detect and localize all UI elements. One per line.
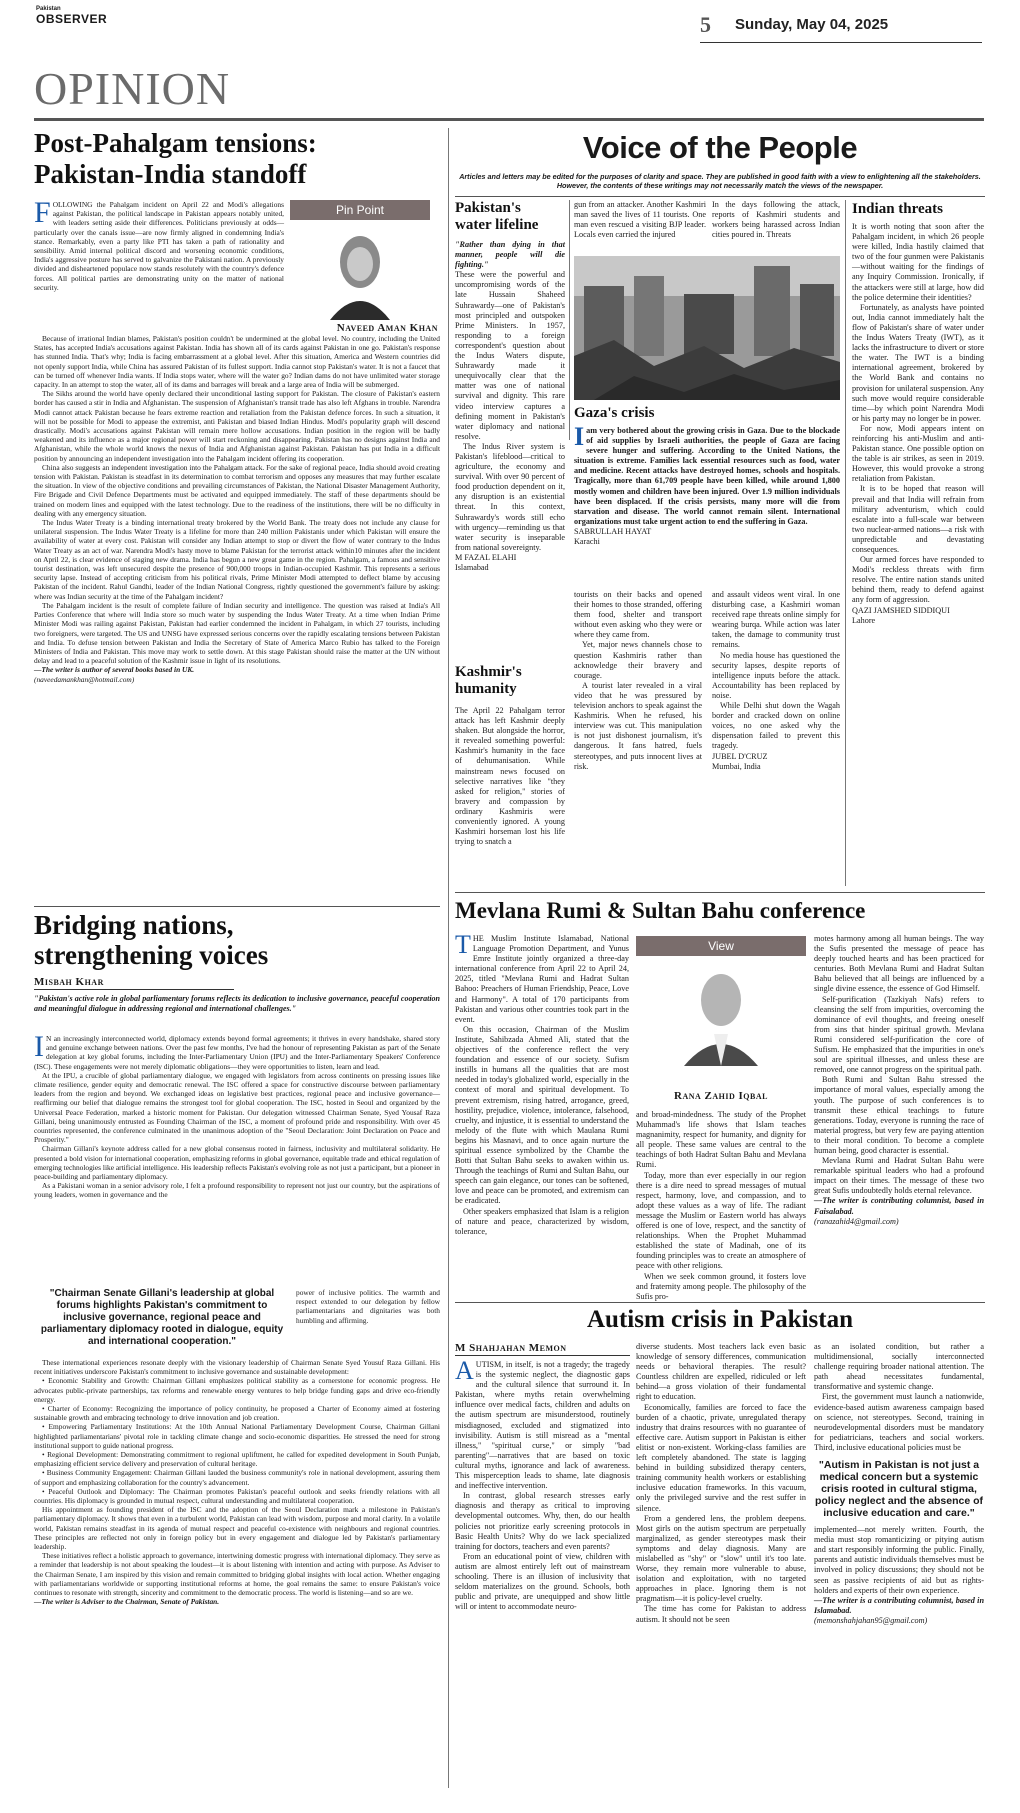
water-paragraph: The Indus River system is Pakistan's lifeblood—critical to agriculture, the economy and survival. With over 90 percent of food production dependent on it, any disruption is an existential threat. In this context, Suhrawardy's words still echo with urgency—reminding us that water security is inseparable from national sovereignty. <box>455 441 565 552</box>
logo-small-text: Pakistan <box>36 6 61 12</box>
bridging-paragraph: His appointment as founding president of the ISC and the adoption of the Seoul Declaration mark a milestone in Pakistan's parliamentary diplomacy. It shows that even in a turbulent world, Pakistan can lead with wisdom, purpose and moral clarity. In a volatile world, Pakistan remains steadfast in its agenda of mutual respect and peaceful co-existence with neighbours and regional countries. These principles are reflected not only in foreign policy but in every engagement and dialogue led by Pakistan's parliamentary leadership. <box>34 1505 440 1552</box>
kashmir-title <box>455 664 565 700</box>
autism-title: Autism crisis in Pakistan <box>586 1306 853 1333</box>
threats-paragraph: For now, Modi appears intent on reinforcing his anti-Muslim and anti-Pakistan stance. One possible option on the table is air strikes, as seen in 2019. However, this would provoke a strong retaliation from Pakistan. <box>852 423 984 484</box>
rumi-paragraph: Both Rumi and Sultan Bahu stressed the importance of moral values, especially among the youth. The purpose of such conferences is to transmit these ethical teachings to future generations. Today, everyone is running the race of material progress, but very few are paying attention to their moral condition. To become a complete human being, good character is essential. <box>814 1075 984 1155</box>
bridging-paragraph: At the IPU, a crucible of global parliamentary dialogue, we engaged with legislators from across continents on pressing issues like climate resilience, gender equity and democratic renewal. The ISC offered a space for constructive discourse between parliamentary leaders from the region and beyond. We exchanged ideas on legislative best practices, regional peace and inclusive governance—reaffirming our belief that dialogue remains the strongest tool for global cooperation. The ISC, hosted in Seoul and organized by the Universal Peace Federation, marked a historic moment for Pakistan. Our delegation witnessed Chairman Senate, Syed Yousaf Raza Gillani, being unanimously entrusted as Founding Chairman of the ISC, a moment of profound pride and responsibility. With over 45 countries represented, the conference culminated in the unanimous adoption of the "Seoul Declaration: Joint Declaration on Peace and Prosperity." <box>34 1070 440 1145</box>
threats-title: Indian threats <box>852 201 943 217</box>
autism-col1 <box>455 1356 630 1788</box>
kashmir-top-col2: In the days following the attack, reports of Kashmiri students and workers being harassed across Indian cities poured in. Threats <box>712 200 840 240</box>
autism-pullquote: "Autism in Pakistan is not just a medical concern but a systemic crisis rooted in cultural stigma, policy neglect and the absence of inclusive education and care." <box>814 1459 984 1520</box>
threats-paragraph: Fortunately, as analysts have pointed out, India cannot immediately halt the flow of Pakistan's share of water under the Indus Waters Treaty (IWT), as it lacks the infrastructure to divert or store the water. The IWT is a binding international agreement, brokered by the World Bank and contains no provision for unilateral suspension. Any such move would require considerable time—by which point Narendra Modi or his party may no longer be in power. <box>852 302 984 423</box>
autism-col2 <box>636 1342 806 1788</box>
autism-paragraph: From a gendered lens, the problem deepens. Most girls on the autism spectrum are perpetually marginalized, as gender stereotypes mask their symptoms and delay diagnosis. Many are mislabelled as "shy" or "slow" until it's too late. Worse, they remain more vulnerable to abuse, isolation and exploitation, with no targeted approaches in place. Ignoring them is not pragmatism—it is policy-level cruelty. <box>636 1513 806 1604</box>
gaza-sign-name: SABRULLAH HAYAT <box>574 526 652 536</box>
autism-paragraph: diverse students. Most teachers lack even basic knowledge of sensory differences, communication needs or behavioral therapies. The result? Countless children are expelled, ridiculed or left behind—a gross violation of their fundamental right to education. <box>636 1342 806 1402</box>
pin-point-box <box>290 200 430 320</box>
bridging-bullet: • Peaceful Outlook and Diplomacy: The Chairman promotes Pakistan's peaceful outlook and seeks friendly relations with all countries. His diplomacy is grounded in mutual respect, cultural understanding and multilateral cooperation. <box>34 1486 440 1506</box>
masthead-logo <box>36 6 126 28</box>
kashmir-paragraph: The April 22 Pahalgam terror attack has left Kashmir deeply shaken. But alongside the horror, it revealed something powerful: Kashmir's humanity in the face of dehumanisation. While mainstream news focused on selective narratives like "they asked for religion," stories of bravery and compassion by ordinary Kashmiris were conveniently ignored. A young Kashmiri horseman lost his life trying to snatch a <box>455 706 565 847</box>
page-number: 5 <box>700 12 711 37</box>
rumi-dropcap: T <box>455 930 471 959</box>
kashmir-title-line1: Kashmir's <box>455 664 522 680</box>
header-date: Sunday, May 04, 2025 <box>735 16 889 33</box>
gaza-dropcap: I <box>574 422 585 451</box>
rumi-col2 <box>636 1110 806 1301</box>
kashmir-col1 <box>455 706 565 886</box>
kashmir-sign-city: Mumbai, India <box>712 761 761 771</box>
autism-footer-email: (memonshahjahan95@gmail.com) <box>814 1615 928 1625</box>
rumi-paragraph: Today, more than ever especially in our region there is a dire need to spread messages of mutual respect, harmony, love, and compassion, and to adopt these values as a way of life. The radiant message the Muslim or Eastern world has always offered is one of love, respect, and the sanctity of relationships. When the Prophet Muhammad established the state of Madinah, one of its founding principles was to create an atmosphere of peace with other religions. <box>636 1170 806 1271</box>
bridging-body <box>34 1030 440 1284</box>
vop-divider-2 <box>845 200 846 886</box>
autism-rule <box>455 1302 985 1303</box>
threats-sign-name: QAZI JAMSHED SIDDIQUI <box>852 605 950 615</box>
bridging-lead: "Pakistan's active role in global parliamentary forums reflects its dedication to inclusive governance, peaceful cooperation and meaningful dialogue in addressing regional and international challenges." <box>34 994 440 1013</box>
bridging-author: Misbah Khar <box>34 976 234 990</box>
water-sign-name: M FAZAL ELAHI <box>455 552 517 562</box>
autism-paragraph: The time has come for Pakistan to address autism. It should not be seen <box>636 1604 806 1624</box>
pahalgam-footer-note: —The writer is author of several books based in UK. <box>34 665 195 675</box>
bridging-bullet: • Regional Development: Demonstrating commitment to regional upliftment, he called for expedited development in South Punjab, emphasizing efficient service delivery and preservation of cultural heritage. <box>34 1450 440 1469</box>
bridging-title <box>34 910 440 972</box>
pahalgam-author: Naveed Aman Khan <box>336 322 438 334</box>
gaza-photo <box>574 256 840 400</box>
bridging-intro-text: N an increasingly interconnected world, diplomacy extends beyond formal agreements; it thrives in every handshake, shared story and genuine exchange between nations. Over the past few months, I've had the honour of representing Pakistan as part of the Senate delegation at key global forums, including the Inter-Parliamentary Union (IPU) and the Inter-Parliamentary Speakers' Conference (ISC). These engagements were not merely diplomatic obligations—they were opportunities to listen, learn and lead. <box>34 1034 440 1071</box>
autism-dropcap: A <box>455 1356 474 1385</box>
rumi-title: Mevlana Rumi & Sultan Bahu conference <box>455 898 866 923</box>
vop-disclaimer: Articles and letters may be edited for the purposes of clarity and space. They are published in good faith with a view to enlightening all the stakeholders. However, the contents of these writings may not necessarily match the views of the newspaper. <box>459 172 981 190</box>
gaza-text: am very bothered about the growing crisis in Gaza. Due to the blockade of aid supplies by Israeli authorities, the people of Gaza are facing severe hunger and suffering. According to the United Nations, the situation is extreme. Families lack essential resources such as food, water and medicine. Recent attacks have destroyed homes, schools and hospitals. Tragically, more than 61,709 people have been killed, while around 1,800 mostly women and children have been injured. Over 1.9 million individuals have been displaced. If the crisis persists, many more will die from starvation and disease. The world cannot remain silent. International organizations must take urgent action to end the suffering in Gaza. <box>574 426 840 526</box>
rumi-col3 <box>814 934 984 1296</box>
bridging-paragraph: Chairman Gillani's keynote address called for a new global consensus rooted in fairness, inclusivity and multilateral solidarity. He presented a bold vision for international cooperation, emphasizing reforms in global governance, equitable trade and ethical regulation of emerging technologies like artificial intelligence. His leadership reflects Pakistan's evolving role as not just a participant, but a pioneer in peace-building and parliamentary diplomacy. <box>34 1144 440 1182</box>
rumi-paragraph: When we seek common ground, it fosters love and fraternity among people. The philosophy of the Sufis pro- <box>636 1271 806 1301</box>
pin-point-label: Pin Point <box>290 200 430 220</box>
vop-divider-1 <box>569 200 570 440</box>
water-quote: "Rather than dying in that manner, people will die fighting." <box>455 240 565 270</box>
rumi-paragraph: Mevlana Rumi and Hadrat Sultan Bahu were remarkable spiritual leaders who had a profound impact on their times. The message of these two great Sufis undoubtedly holds eternal relevance. <box>814 1156 984 1196</box>
left-divider <box>34 906 440 907</box>
rumi-col1 <box>455 930 629 1296</box>
pahalgam-title-line2: Pakistan-India standoff <box>34 159 307 189</box>
kashmir-paragraph: A tourist later revealed in a viral video that he was pressured by television anchors to speak against the Kashmiris. When he refused, his interview was cut. This manipulation is not just dishonest journalism, it's dangerous. It fans hatred, fuels stereotypes, and puts innocent lives at risk. <box>574 680 702 771</box>
kashmir-col3 <box>712 590 840 886</box>
kashmir-paragraph: While Delhi shut down the Wagah border and cracked down on online voices, no one asked why the dispensation failed to prevent this tragedy. <box>712 701 840 751</box>
autism-paragraph: Economically, families are forced to face the burden of a chaotic, private, unregulated therapy industry that drains resources with no guarantee of effective care. Autism support in Pakistan is either elitist or non-existent. Working-class families are left completely abandoned. The state is lagging behind in building subsidized therapy centers, training community health workers or establishing inclusive education frameworks. In this vacuum, only the privileged survive and the rest suffer in silence. <box>636 1402 806 1513</box>
column-divider-main <box>448 128 449 1788</box>
water-sign-city: Islamabad <box>455 563 489 572</box>
bridging-footer-note: —The writer is Adviser to the Chairman, Senate of Pakistan. <box>34 1597 220 1607</box>
author-portrait <box>290 220 430 320</box>
autism-col3 <box>814 1342 984 1788</box>
gaza-sign-city: Karachi <box>574 537 600 547</box>
bridging-bullet: • Charter of Economy: Recognizing the importance of policy continuity, he proposed a Charter of Economy aimed at fostering sustainable growth and embracing technology to drive innovation and job creation. <box>34 1404 440 1423</box>
logo-name: OBSERVER <box>36 12 108 26</box>
vop-title: Voice of the People <box>582 130 858 165</box>
autism-paragraph: First, the government must launch a nationwide, evidence-based autism awareness campaign based on science, not stereotypes. Second, training in neurodevelopmental disorders must be mandatory for pediatricians, teachers and social workers. Third, inclusive educational policies must be <box>814 1392 984 1452</box>
bridging-side-text: power of inclusive politics. The warmth and respect extended to our delegation by fellow parliamentarians and dignitaries was both humbling and affirming. <box>296 1288 440 1325</box>
water-paragraph: These were the powerful and uncompromising words of the late Hussain Shaheed Suhrawardy—one of Pakistan's most principled and outspoken Prime Ministers. In 1957, responding to a foreign correspondent's question about the Indus Waters dispute, Suhrawardy made it unequivocally clear that the matter was one of national survival and dignity. This rare video interview captures a defining moment in Pakistan's water diplomacy and national resolve. <box>455 270 565 441</box>
masthead-rule <box>700 42 982 43</box>
kashmir-paragraph: No media house has questioned the security lapses, despite reports of intelligence inputs before the attack. Accountability has been replaced by noise. <box>712 650 840 700</box>
threats-paragraph: It is worth noting that soon after the Pahalgam incident, in which 26 people were killed, India hastily claimed that two of the four gunmen were Pakistanis—without waiting for the findings of any Inquiry Commission. Ironically, if the attackers were still at large, how did the police determine their identities? <box>852 222 984 302</box>
kashmir-paragraph: tourists on their backs and opened their homes to those stranded, offering them food, shelter and transport without even asking who they were or where they came from. <box>574 590 702 640</box>
pahalgam-paragraph: Because of irrational Indian blames, Pakistan's position couldn't be undermined at the global level. No country, including the United States, has accepted India's accusations against Pakistan. India has shown all of its cards against Pakistan in one go. Pakistan's response has stunned India. That's why; India is facing embarrassment at a global level. After this situation, America and Western countries did not openly support India, while China has assured Pakistan of its fullest support. India cannot stop Pakistan's water. It is not a faucet that can be turned off whenever India wants. If India stops water, where will the water go? Indian dams do not have unlimited water storage capacity. In an attempt to stop the water, all of its dams and barrages will break and a large area of India will be submerged. <box>34 334 440 390</box>
kashmir-paragraph: Yet, major news channels chose to question Kashmiris rather than acknowledge their bravery and courage. <box>574 640 702 680</box>
bridging-pullquote: "Chairman Senate Gillani's leadership at global forums highlights Pakistan's commitment to inclusive governance, regional peace and parliamentary diplomacy rooted in dialogue, equity and international cooperation." <box>40 1288 284 1347</box>
water-title <box>455 200 565 236</box>
pahalgam-title-line1: Post-Pahalgam tensions: <box>34 128 317 158</box>
bridging-bullet: • Business Community Engagement: Chairman Gillani lauded the business community's role in national development, assuring them of support and emphasizing collaboration for the country's advancement. <box>34 1468 440 1487</box>
threats-paragraph: It is to be hoped that reason will prevail and that India will refrain from military adventurism, which could escalate into a full-scale war between two nuclear-armed nations—a risk with unpredictable and devastating consequences. <box>852 484 984 554</box>
section-rule <box>34 118 984 121</box>
autism-author: M Shahjahan Memon <box>455 1342 630 1356</box>
water-title-line2: water lifeline <box>455 217 539 233</box>
view-label: View <box>636 936 806 956</box>
bridging-dropcap: I <box>34 1030 44 1063</box>
kashmir-col2 <box>574 590 702 886</box>
section-title: OPINION <box>34 63 231 114</box>
pahalgam-paragraph: The Sikhs around the world have openly declared their unconditional lasting support for Pakistan. The closure of Pakistan's eastern border has caused a stir in India and Afghanistan. The suspension of Afghanistan's transit trade has also left Afghans in trouble. Narendra Modi cannot attack Pakistan because he fears extreme reaction and retaliation from the Pakistan defence forces. In such a situation, it will not be possible for Modi to appease the extremist, anti Pakistan and biased Indian Hindus. Modi's popularity graph will descend drastically. Modi's accusations against Pakistan will remain mere hollow accusations. Indian position in the region will be badly weakened and its influence as a major regional power will start reckoning and disappearing. Pakistan has no designs against India and Afghanistan, while the whole world knows the nexus of India and Afghanistan against Pakistan. Pakistan has put India in a difficult position by announcing an independent investigation into the Pahalgam incident offering its cooperation. <box>34 389 440 463</box>
autism-paragraph: From an educational point of view, children with autism are almost entirely left out of mainstream schooling. There is an illusion of inclusivity that seldom materializes on the ground. Schools, both public and private, are unequipped and show little will or intent to accommodate neuro- <box>455 1551 630 1612</box>
autism-paragraph: implemented—not merely written. Fourth, the media must stop romanticizing or pitying autism and start responsibly informing the public. Finally, parents and autistic individuals themselves must be involved in policy discussions; they should not be seen as passive recipients of aid but as rights-holders and experts of their own experience. <box>814 1525 984 1595</box>
kashmir-top-col1: gun from an attacker. Another Kashmiri man saved the lives of 11 tourists. One man even rescued a visiting BJP leader. Locals even carried the injured <box>574 200 706 240</box>
rumi-footer-email: (ranazahid4@gmail.com) <box>814 1216 899 1226</box>
rumi-col1-first: HE Muslim Institute Islamabad, National Language Promotion Department, and Yunus Emre Institute jointly organized a three-day international conference from April 22 to April 24, 2025, titled "Mevlana Rumi and Hadrat Sultan Bahoo: Preachers of Human Friendship, Peace, Love and Harmony". A total of 170 participants from Pakistan and various other countries took part in the event. <box>455 934 629 1024</box>
autism-paragraph: as an isolated condition, but rather a multidimensional, socially interconnected challenge requiring broader national attention. The path ahead necessitates fundamental, transformative and systemic change. <box>814 1342 984 1392</box>
threats-paragraph: Our armed forces have responded to Modi's reckless threats with firm resolve. The entire nation stands united behind them, ready to defend against any form of aggression. <box>852 555 984 605</box>
bridging-paragraph: As a Pakistani woman in a senior advisory role, I felt a profound responsibility to represent not just our country, but the aspirations of young leaders, women in governance and the <box>34 1181 440 1200</box>
rumi-paragraph: and broad-mindedness. The study of the Prophet Muhammad's life shows that Islam teaches magnanimity, respect for humanity, and dignity for all people. These same values are central to the teachings of both Hadrat Sultan Bahu and Mevlana Rumi. <box>636 1110 806 1170</box>
pahalgam-paragraph: The Indus Water Treaty is a binding international treaty brokered by the World Bank. The treaty does not include any clause for unilateral suspension. The Indus Water Treaty is a lifeline for more than 240 million Pakistanis under which Pakistan will ensure the availability of water at every cost. Pakistan will consider any Indian attempt to stop or divert the flow of water contrary to the Indus Water Treaty as an act of war. Narendra Modi's hasty move to blame Pakistan for the terrorist attack within10 minutes after the incident on April 22, is clear evidence of staging new drama. India has begun a new great game in the region. Pahalgam, a famous and sensitive tourist destination, was left unsecured despite the presence of 900,000 troops in Indian-occupied Kashmir. This represents a serious security lapse. Instead of accepting criticism from his political rivals, Prime Minister Modi attempted to deflect blame by accusing Pakistan of the incident. Rahul Gandhi, leader of the Indian National Congress, rightly questioned the government's failure by asking: where was Indian security at the time of the Pahalgam incident? <box>34 518 440 601</box>
rumi-paragraph: motes harmony among all human beings. The way the Sufis presented the message of peace has deeply touched hearts and has been practiced for centuries. Both Mevlana Rumi and Hadrat Sultan Bahu believed that all beings are influenced by a single divine essence, the essence of God Himself. <box>814 934 984 994</box>
kashmir-sign-name: JUBEL D'CRUZ <box>712 751 768 761</box>
pahalgam-intro-text: OLLOWING the Pahalgam incident on April 22 and Modi's allegations against Pakistan, the political landscape in Pakistan appears notably united, with leaders setting aside their differences. Politicians previously at odds—particularly over the canals issue—are now firmly aligned in condemning India's stance. Remarkably, even a party like PTI has taken a path of rationality and sensibility. Amid internal political discord and worsening economic conditions, India's aggressive posture has served to galvanize the Pakistani nation. A previously divided and disheartened populace now stands resolutely with the country's defence forces. All political parties are demonstrating unity on the matter of national security. <box>34 200 284 292</box>
bridging-bullet: • Empowering Parliamentary Institutions: At the 10th Annual National Parliamentary Development Course, Chairman Gillani highlighted parliamentarians' pivotal role in tackling climate change and socio-economic disparities. He stressed the need for strong institutional support to guide national progress. <box>34 1422 440 1450</box>
rumi-paragraph: On this occasion, Chairman of the Muslim Institute, Sahibzada Ahmed Ali, stated that the objectives of the conference reflect the very foundation and essence of our society. Sufism instills in humans all the qualities that are most needed in today's globalized world, especially in the context of moral and spiritual development. To prevent extremism, rising hatred, arrogance, greed, hostility, prejudice, violence, intolerance, falsehood, cruelty, and injustice, it is essential to understand the melody of the flute with which Maulana Rumi begins his Masnavi, and to once again nurture the spiritual essence symbolized by the Chambe the Botti that Sultan Bahu seeks to awaken within us. Through the teachings of Rumi and Sultan Bahu, our speech can gain elegance, our tones can be softened, love and peace can be promoted, and extremism can be eradicated. <box>455 1024 629 1206</box>
water-body <box>455 240 565 658</box>
bridging-title-line1: Bridging nations, <box>34 910 234 940</box>
kashmir-title-line2: humanity <box>455 681 517 697</box>
rumi-paragraph: Self-purification (Tazkiyah Nafs) refers to cleansing the self from impurities, overcoming the dominance of evil thoughts, and freeing oneself from sins that hinder spiritual growth. Mevlana Rumi considered self-purification the core of Sufism. He emphasized that the impurities in one's soul are spiritual illnesses, and unless these are removed, one cannot progress on the spiritual path. <box>814 994 984 1075</box>
autism-footer-note: —The writer is a contributing columnist, based in Islamabad. <box>814 1595 984 1615</box>
bridging-title-line2: strengthening voices <box>34 940 269 970</box>
water-title-line1: Pakistan's <box>455 200 521 216</box>
bridging-bullet: • Economic Stability and Growth: Chairman Gillani emphasizes political stability as a cornerstone for economic progress. He advocates public-private partnerships, tax reforms and renewable energy ventures to help bridge funding gaps and drive eco-friendly energy. <box>34 1376 440 1404</box>
bridging-paragraph: These initiatives reflect a holistic approach to governance, intertwining domestic progress with international diplomacy. They serve as a reminder that leadership is not about speaking the loudest—it is about listening with intention and acting with purpose. As Adviser to the Chairman Senate, I am inspired by this vision and remain committed to bridging global insights with local action. Whether engaging with parliamentarians worldwide or supporting institutional reforms at home, the goal remains the same: to ensure Pakistan's voice continues to resonate with strength, sincerity and commitment to the democratic process. The world is listening—and so are we. <box>34 1551 440 1598</box>
gaza-body <box>574 422 840 586</box>
pahalgam-footer-email: (naveedamankhan@hotmail.com) <box>34 674 135 684</box>
view-box <box>636 936 806 1086</box>
bridging-paragraph: These international experiences resonate deeply with the visionary leadership of Chairman Senate Syed Yousuf Raza Gillani. His recent initiatives underscore Pakistan's commitment to inclusive governance and sustainable development: <box>34 1358 440 1377</box>
rumi-rule <box>455 892 985 893</box>
vop-rule <box>455 196 985 197</box>
pahalgam-body <box>34 334 440 900</box>
pahalgam-title <box>34 128 414 198</box>
autism-paragraph: In contrast, global research stresses early diagnosis and therapy as critical to improving developmental outcomes. Why, then, do our health policies not prioritize early screening protocols in Basic Health Units? Why do we lack specialized training for doctors, teachers and even parents? <box>455 1491 630 1551</box>
threats-sign-city: Lahore <box>852 615 876 625</box>
pahalgam-paragraph: The Pahalgam incident is the result of complete failure of Indian security and intelligence. The question was raised at India's All Parties Conference that where will India store so much water by suspending the Indus Water Treaty. At a time when Indian Prime Minister Modi was railing against Pakistan, Pakistan had earlier condemned the incident in Pahalgam, in which 27 tourists, including two foreigners, were targeted. The US and UNSG have expressed serious concerns over the rapidly escalating tensions between Pakistan and India. To defuse tension between Pakistan and India the Secretary of State of America Marco Rubio has talked to the Foreign Ministers of India and Pakistan. This move may work to settle down. At this stage Pakistan should raise the matter at the UN without delay and lead to a peaceful solution of the Kashmir issue in light of its resolutions. <box>34 600 440 666</box>
bridging-body-continued <box>34 1358 440 1788</box>
kashmir-paragraph: and assault videos went viral. In one disturbing case, a Kashmiri woman received rape threats online simply for wearing burqa. While action was later taken, the damage to community trust remains. <box>712 590 840 650</box>
rumi-footer-note: —The writer is contributing columnist, based in Faisalabad. <box>814 1196 984 1216</box>
rumi-paragraph: Other speakers emphasized that Islam is a religion of nature and peace, characterized by wisdom, tolerance, <box>455 1206 629 1236</box>
pahalgam-dropcap: F <box>34 196 51 229</box>
pahalgam-paragraph: China also suggests an independent investigation into the Pahalgam attack. For the sake of regional peace, India should avoid creating tension with Pakistan. Pakistan is steadfast in its determination to combat terrorism and opposes any measures that may further escalate the situation. In view of the objective conditions and prevailing circumstances of Pakistan, the National Disaster Management Authority, Fire Brigade and Civil Defence Departments must be activated and equipped immediately. The staff of these departments should be trained on modern lines and equipped with the latest technology. Due to the readiness of the institutions, there will be no difficulty in dealing with any emergency situation. <box>34 462 440 518</box>
pahalgam-intro <box>34 196 284 332</box>
autism-col1-first: UTISM, in itself, is not a tragedy; the tragedy is the systemic neglect, the diagnostic gaps and the cultural silence that surround it. In Pakistan, where myths retain overwhelming influence over medical facts, children and adults on the autism spectrum are misunderstood, routinely misdiagnosed, excluded and stigmatized into invisibility. Autism is still misread as a "mental illness," "spiritual curse," or simply "bad parenting"—narratives that are based on toxic cultural myths, ignorance and lack of awareness. This misperception leads to shame, late diagnosis and ineffective intervention. <box>455 1360 630 1491</box>
threats-body <box>852 222 984 886</box>
rumi-author: Rana Zahid Iqbal <box>674 1090 768 1102</box>
gaza-title: Gaza's crisis <box>574 405 655 421</box>
rumi-author-portrait <box>636 956 806 1066</box>
